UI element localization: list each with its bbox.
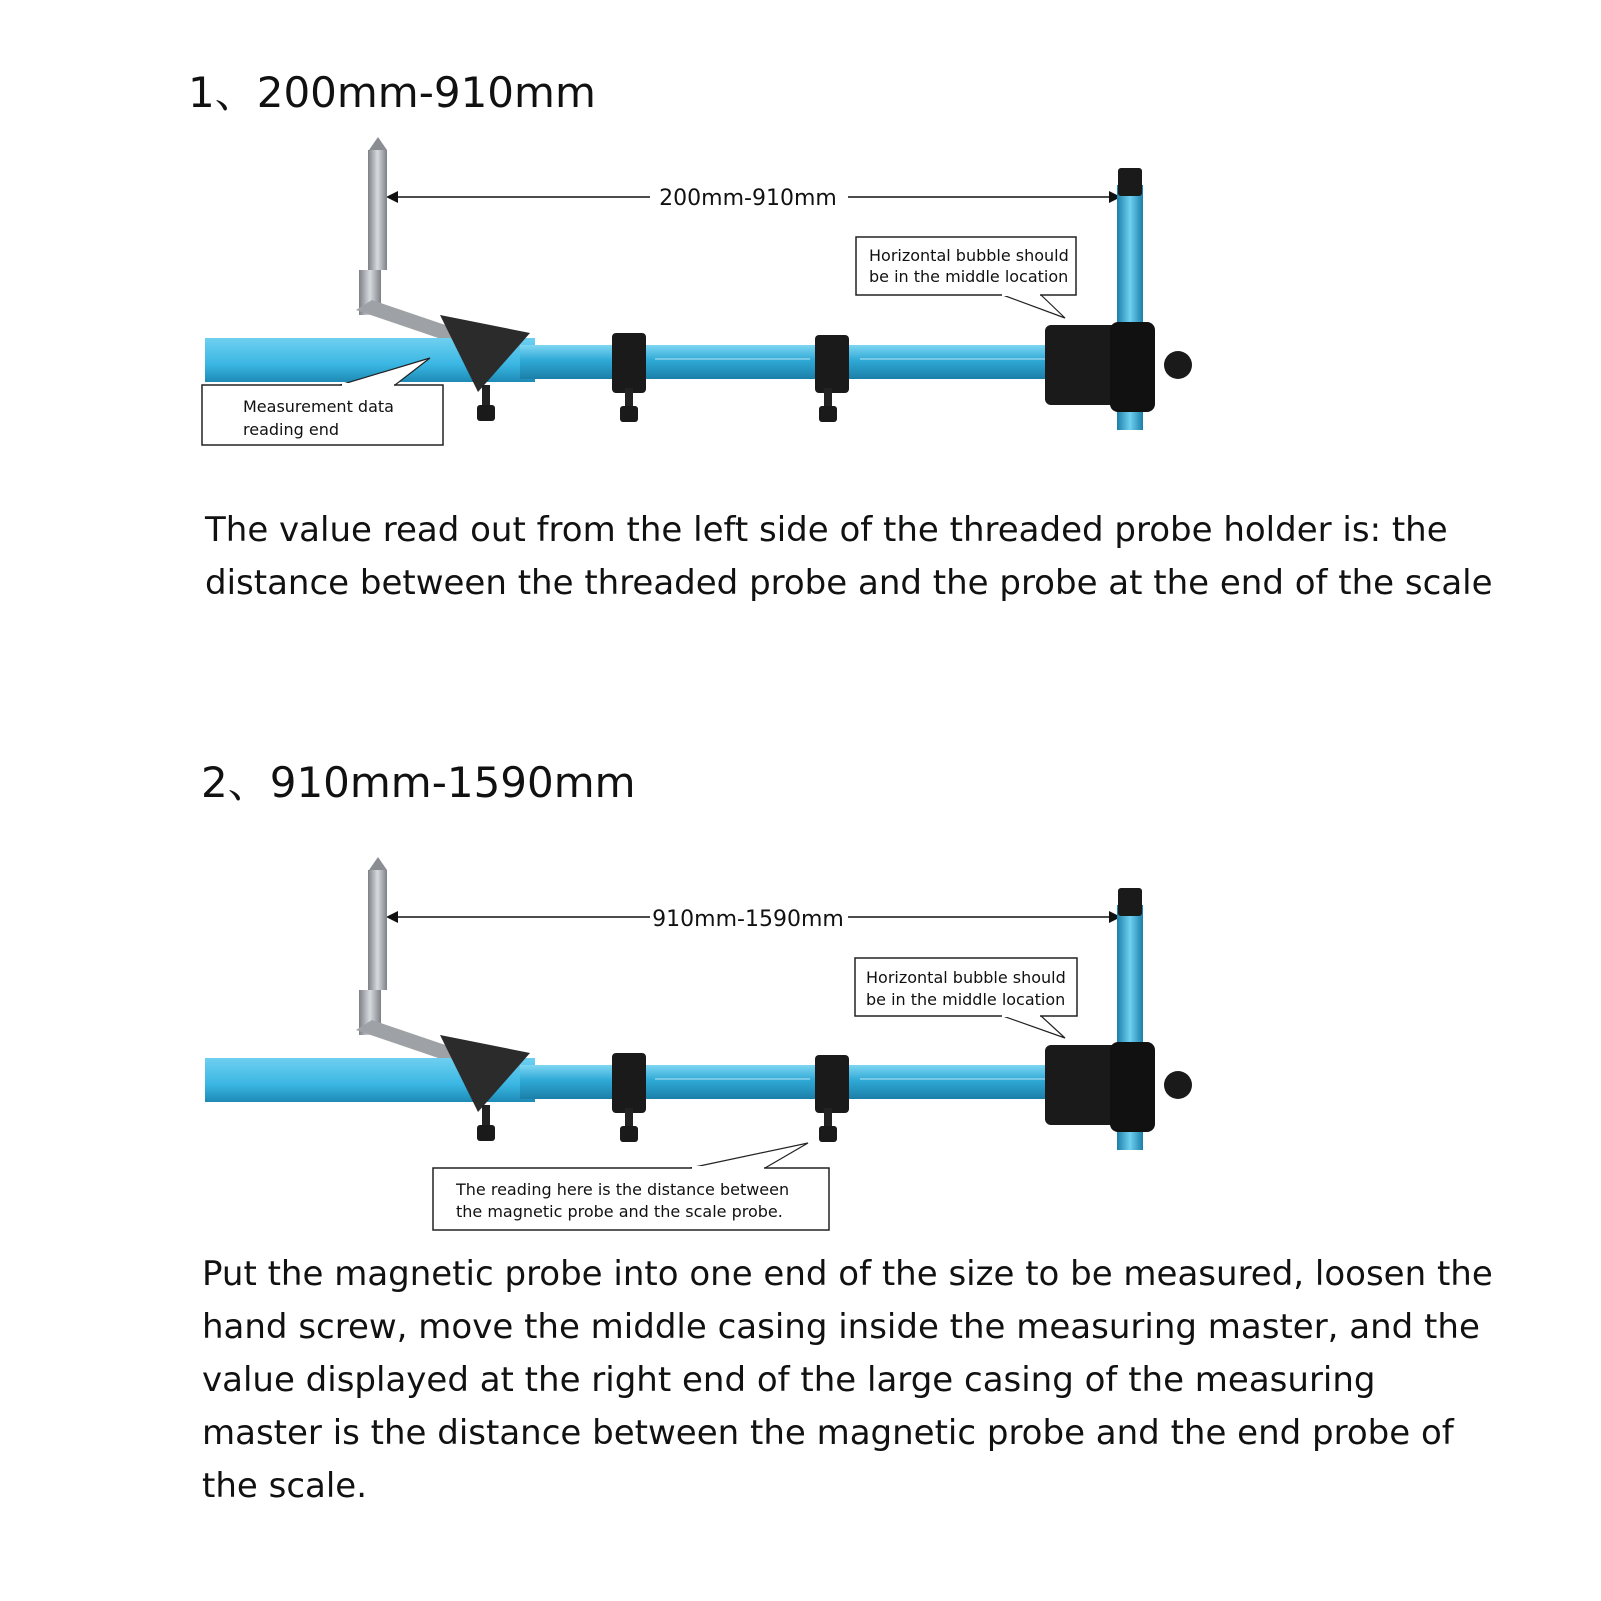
- clamp-left: [612, 333, 646, 393]
- threaded-probe: [356, 857, 460, 1062]
- dimension-label: 910mm-1590mm: [652, 907, 844, 932]
- hand-screw-1: [477, 1105, 495, 1141]
- end-knob: [1164, 351, 1192, 379]
- clamp-right: [815, 335, 849, 393]
- section-2-heading: 2、910mm-1590mm: [201, 758, 636, 807]
- middle-casing-tube: [520, 345, 1060, 379]
- callout-reading: [433, 1143, 829, 1230]
- hand-screw-1: [477, 385, 495, 421]
- section-1-heading: 1、200mm-910mm: [188, 68, 596, 117]
- callout-reading-line-1: The reading here is the distance between: [456, 1180, 790, 1199]
- middle-casing-tube: [520, 1065, 1060, 1099]
- section-1-diagram: [0, 130, 1601, 450]
- callout-reading-line-2: reading end: [243, 420, 339, 439]
- hand-screw-3: [819, 388, 837, 422]
- section-2-diagram: [0, 850, 1601, 1240]
- callout-reading-line-2: the magnetic probe and the scale probe.: [456, 1202, 783, 1221]
- callout-bubble: [855, 958, 1077, 1038]
- section-2-description: Put the magnetic probe into one end of the size to be measured, loosen the hand screw, move the middle casing inside the measuring master, and the value displayed at the right end of the large casing of the measuring master is the distance between the magnetic probe and the end probe of the scale.: [202, 1254, 1493, 1506]
- end-probe-cap: [1118, 168, 1142, 196]
- callout-reading-line-1: Measurement data: [243, 397, 394, 416]
- hand-screw-2: [620, 1108, 638, 1142]
- threaded-probe: [356, 137, 460, 342]
- callout-bubble-line-1: Horizontal bubble should: [869, 246, 1069, 265]
- end-probe-cap: [1118, 888, 1142, 916]
- end-knob: [1164, 1071, 1192, 1099]
- callout-bubble-line-2: be in the middle location: [866, 990, 1066, 1009]
- hand-screw-3: [819, 1108, 837, 1142]
- clamp-left: [612, 1053, 646, 1113]
- hand-screw-2: [620, 388, 638, 422]
- callout-bubble-line-1: Horizontal bubble should: [866, 968, 1066, 987]
- dimension-label: 200mm-910mm: [659, 186, 837, 211]
- callout-bubble: [856, 237, 1076, 318]
- section-1-description: The value read out from the left side of the threaded probe holder is: the distance between the threaded probe and the probe at the end of the scale: [205, 510, 1493, 603]
- callout-bubble-line-2: be in the middle location: [869, 267, 1069, 286]
- clamp-right: [815, 1055, 849, 1113]
